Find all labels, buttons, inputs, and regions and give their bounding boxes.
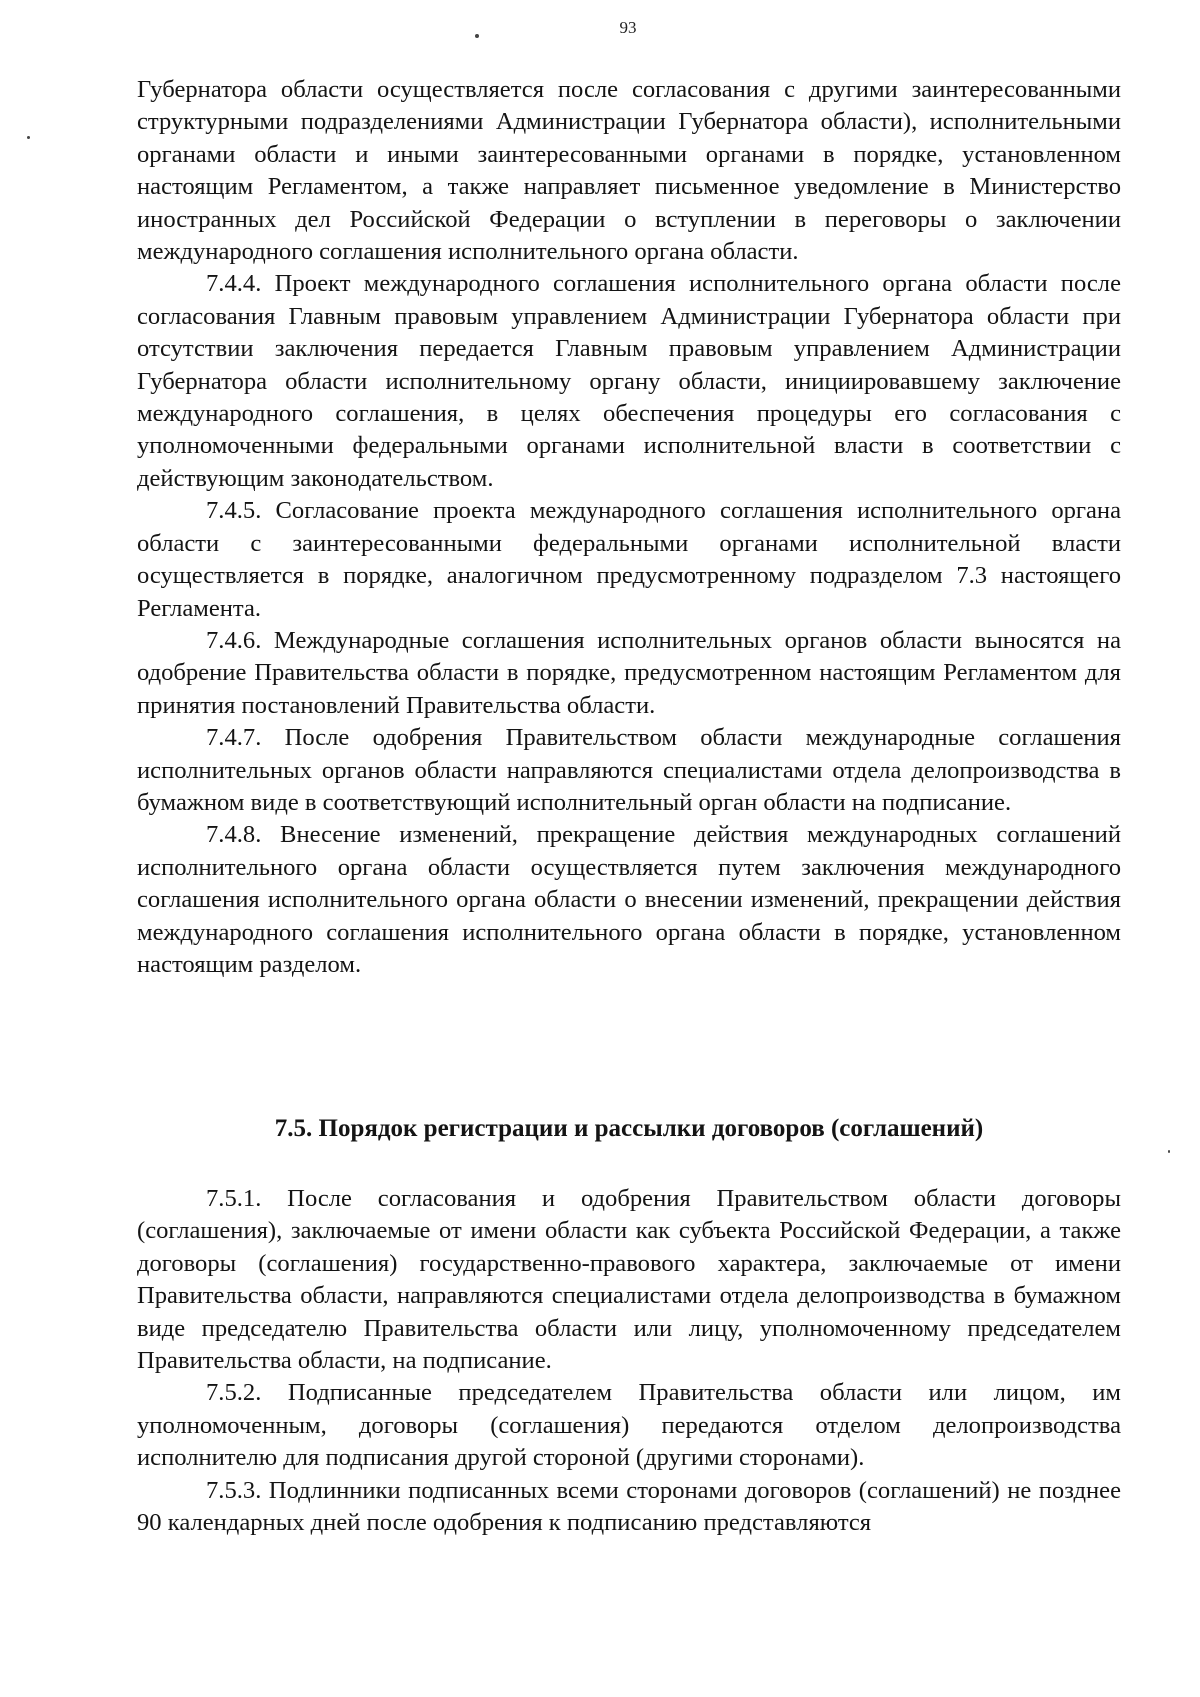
- scan-speck: [1168, 1150, 1170, 1153]
- paragraph-continuation: Губернатора области осуществляется после согласования с другими заинтересованными структурными подразделениями Администрации Губернатора области), исполнительными органами области и иными заинтересованными органами в порядке, установленном настоящим Регламентом, а также направляет письменное уведомление в Министерство иностранных дел Российской Федерации о вступлении в переговоры о заключении международного соглашения исполнительного органа области.: [137, 76, 1121, 266]
- page-number: 93: [619, 18, 637, 37]
- body-text-top: [137, 74, 1121, 981]
- body-text-bottom: [137, 1183, 1121, 1539]
- paragraph-7-5-3: 7.5.3. Подлинники подписанных всеми сторонами договоров (соглашений) не позднее 90 календарных дней после одобрения к подписанию представляются: [137, 1476, 1121, 1537]
- scan-speck: [475, 34, 479, 38]
- paragraph-7-4-4: 7.4.4. Проект международного соглашения исполнительного органа области после согласования Главным правовым управлением Администрации Губернатора области при отсутствии заключения передается Главным правовым управлением Администрации Губернатора области исполнительному органу области, инициировавшему заключение международного соглашения, в целях обеспечения процедуры его согласования с уполномоченными федеральными органами исполнительной власти в соответствии с действующим законодательством.: [137, 270, 1121, 492]
- scan-speck: [27, 136, 30, 139]
- paragraph-7-4-7: 7.4.7. После одобрения Правительством области международные соглашения исполнительных органов области направляются специалистами отдела делопроизводства в бумажном виде в соответствующий исполнительный орган области на подписание.: [137, 724, 1121, 816]
- paragraph-7-4-8: 7.4.8. Внесение изменений, прекращение действия международных соглашений исполнительного органа области осуществляется путем заключения международного соглашения исполнительного органа области о внесении изменений, прекращении действия международного соглашения исполнительного органа области в порядке, установленном настоящим разделом.: [137, 821, 1121, 978]
- paragraph-7-4-5: 7.4.5. Согласование проекта международного соглашения исполнительного органа области с заинтересованными федеральными органами исполнительной власти осуществляется в порядке, аналогичном предусмотренному подразделом 7.3 настоящего Регламента.: [137, 497, 1121, 622]
- paragraph-7-5-2: 7.5.2. Подписанные председателем Правительства области или лицом, им уполномоченным, договоры (соглашения) передаются отделом делопроизводства исполнителю для подписания другой стороной (другими сторонами).: [137, 1379, 1121, 1472]
- paragraph-7-4-6: 7.4.6. Международные соглашения исполнительных органов области выносятся на одобрение Правительства области в порядке, предусмотренном настоящим Регламентом для принятия постановлений Правительства области.: [137, 626, 1121, 719]
- section-heading: 7.5. Порядок регистрации и рассылки договоров (соглашений): [274, 1115, 984, 1142]
- paragraph-7-5-1: 7.5.1. После согласования и одобрения Правительством области договоры (соглашения), заключаемые от имени области как субъекта Российской Федерации, а также договоры (соглашения) государственно-правового характера, заключаемые от имени Правительства области, направляются специалистами отдела делопроизводства в бумажном виде председателю Правительства области или лицу, уполномоченному председателем Правительства области, на подписание.: [137, 1185, 1121, 1375]
